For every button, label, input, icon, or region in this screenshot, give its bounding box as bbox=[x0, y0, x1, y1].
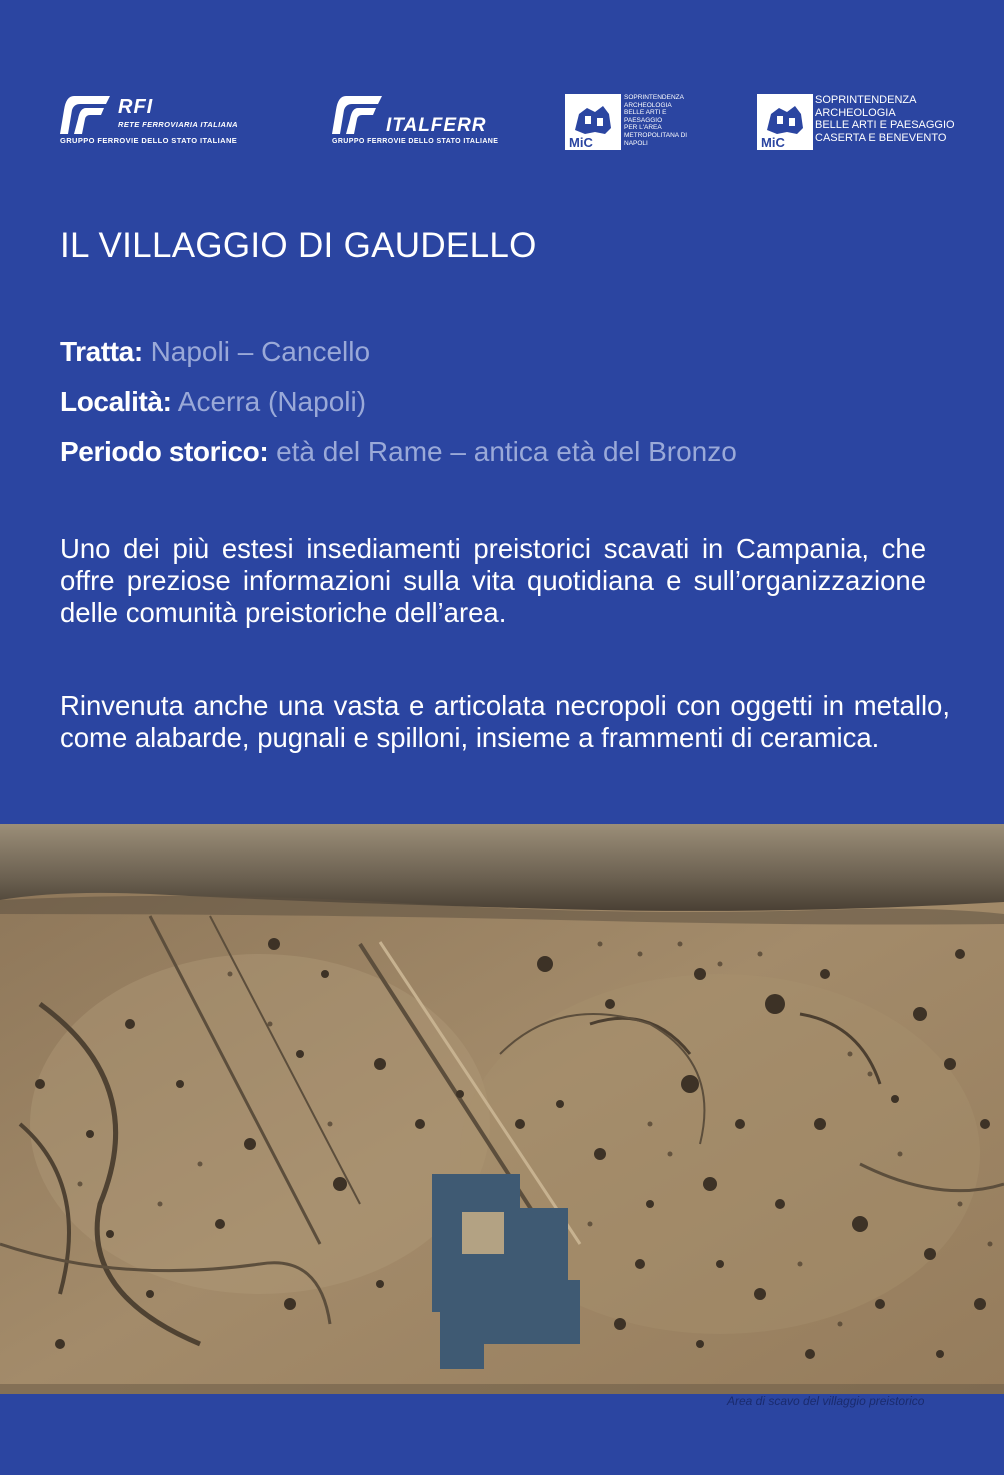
palace-icon bbox=[757, 94, 813, 150]
info-block bbox=[60, 334, 737, 484]
rfi-logo bbox=[60, 88, 260, 148]
italferr-name: ITALFERR bbox=[386, 115, 487, 136]
rfi-group: GRUPPO FERROVIE DELLO STATO ITALIANE bbox=[60, 136, 238, 145]
description-paragraph-2: Rinvenuta anche una vasta e articolata necropoli con oggetti in metallo, come alabarde, pugnali e spilloni, insieme a frammenti di ceramica. bbox=[60, 690, 950, 753]
sabap-caserta-text: SOPRINTENDENZA ARCHEOLOGIA BELLE ARTI E PAESAGGIO CASERTA E BENEVENTO bbox=[815, 94, 955, 144]
sabap-napoli-text: SOPRINTENDENZA ARCHEOLOGIA BELLE ARTI E PAESAGGIO PER L'AREA METROPOLITANA DI NAPOLI bbox=[624, 94, 688, 147]
periodo-label: Periodo storico: bbox=[60, 436, 269, 467]
photo-caption: Area di scavo del villaggio preistorico bbox=[727, 1394, 925, 1408]
tratta-value: Napoli – Cancello bbox=[150, 336, 371, 367]
info-row-periodo bbox=[60, 434, 737, 484]
sabap-napoli-logo bbox=[565, 88, 695, 150]
sabap-caserta-logo bbox=[757, 88, 957, 150]
page-title: IL VILLAGGIO DI GAUDELLO bbox=[60, 226, 537, 265]
palace-icon bbox=[565, 94, 621, 150]
fs-rails-icon bbox=[60, 94, 112, 136]
tratta-label: Tratta: bbox=[60, 336, 143, 367]
mic-badge bbox=[757, 94, 813, 150]
italferr-group: GRUPPO FERROVIE DELLO STATO ITALIANE bbox=[332, 138, 499, 145]
localita-label: Località: bbox=[60, 386, 172, 417]
info-row-localita bbox=[60, 384, 737, 434]
excavation-aerial-image bbox=[0, 824, 1004, 1394]
description-paragraph-1: Uno dei più estesi insediamenti preistorici scavati in Campania, che offre preziose informazioni sulla vita quotidiana e sull’organizzazione delle comunità preistoriche dell’area. bbox=[60, 533, 926, 628]
rfi-subtitle: RETE FERROVIARIA ITALIANA bbox=[118, 120, 238, 129]
rfi-name: RFI bbox=[118, 96, 154, 118]
mic-label: MiC bbox=[569, 135, 593, 150]
info-row-tratta bbox=[60, 334, 737, 384]
italferr-logo bbox=[332, 88, 502, 148]
fs-rails-icon bbox=[332, 94, 384, 136]
logo-row bbox=[0, 88, 1004, 158]
mic-badge bbox=[565, 94, 621, 150]
excavation-photo bbox=[0, 824, 1004, 1394]
periodo-value: età del Rame – antica età del Bronzo bbox=[276, 436, 737, 467]
localita-value: Acerra (Napoli) bbox=[177, 386, 367, 417]
mic-label: MiC bbox=[761, 135, 785, 150]
